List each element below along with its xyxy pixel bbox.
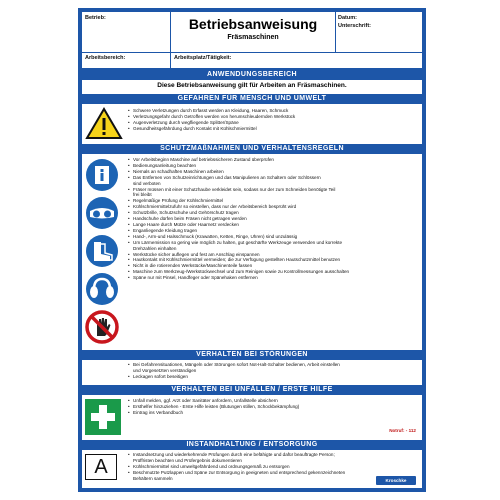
list-item: • Nicht in die rotierenden Werkstücke/Maschinenteile fassen [128, 263, 418, 269]
unfaelle-list [128, 398, 418, 416]
section-bar-instandhaltung: INSTANDHALTUNG / ENTSORGUNG [82, 440, 422, 450]
safety-boots-mandatory-icon [85, 234, 119, 268]
schutz-list [128, 157, 418, 281]
list-item-continuation: frei bleibt [133, 192, 152, 198]
list-item: • Vor Arbeitsbeginn Maschine auf betriebssicheren Zustand überprüfen [128, 157, 418, 163]
section-bar-stoerungen: VERHALTEN BEI STÖRUNGEN [82, 350, 422, 360]
no-gloves-prohibition-icon [85, 310, 119, 344]
list-item: • Instandsetzung und wiederkehrende Prüfungen durch eine befähigte und dafür beauftragte Person; [128, 452, 418, 458]
ear-protection-mandatory-icon [85, 272, 119, 306]
sheet-inner [82, 12, 422, 488]
book-mandatory-icon [85, 158, 119, 192]
list-item: • Um Lärmemission so gering wie möglich zu halten, gut geschärfte Werkzeuge verwenden und korrekte [128, 240, 418, 246]
list-item: • Ersthelfer hinzuziehen - Erste Hilfe leisten (Blutungen stillen, Schockbekämpfung) [128, 404, 418, 410]
header-divider [82, 52, 422, 53]
list-item: • Das Entfernen von Schutzeinrichtungen und das Manipulieren an Schaltern oder Schlössern [128, 175, 418, 181]
list-item: • Kühlschmiermittel sind umweltgefährdend und ordnungsgemäß zu entsorgen [128, 464, 418, 470]
blue-frame [78, 8, 426, 492]
notruf-number: Notruf: - 112 [389, 428, 416, 433]
list-item-continuation: Prüffristen beachten und Prüfergebnis dokumentieren [133, 457, 242, 463]
list-item: • Lange Haare durch Mütze oder Haarnetz verdecken [128, 222, 418, 228]
waste-category-a-icon: A [85, 454, 117, 480]
arbeitsbereich-label: Arbeitsbereich: [85, 55, 126, 61]
datum-label: Datum: [338, 15, 357, 21]
section-schutzmassnahmen [82, 156, 422, 348]
section-bar-unfaelle: VERHALTEN BEI UNFÄLLEN / ERSTE HILFE [82, 385, 422, 395]
list-item: • Späne nur mit Pinsel, Handfeger oder Spänehaken entfernen [128, 275, 418, 281]
section-gefahren [82, 106, 422, 140]
scope-text: Diese Betriebsanweisung gilt für Arbeiten an Fräsmaschinen. [157, 82, 347, 89]
title-box [170, 12, 336, 53]
kroschke-logo: Kroschke [376, 476, 416, 485]
list-item-continuation: und Vorgesetzten verständigen [133, 367, 197, 373]
goggles-mandatory-icon [85, 196, 119, 230]
list-item: • Werkstücke sicher auflegen und fest am Anschlag einspannen [128, 252, 418, 258]
arbeitsplatz-label: Arbeitsplatz/Tätigkeit: [174, 55, 232, 61]
list-item: • Bei Gefahrensituationen, Mängeln oder Störungen sofort Not-Halt-Schalter bedienen, Arbeit einstellen [128, 362, 418, 368]
list-item: • Verletzungsgefahr durch Getroffen werden von herumschleudernden Werkstück [128, 114, 418, 120]
section-bar-anwendungsbereich: ANWENDUNGSBEREICH [82, 70, 422, 80]
unterschrift-label: Unterschrift: [338, 23, 372, 29]
list-item: • Leckagen sofort beseitigen [128, 374, 418, 380]
section-stoerungen [82, 362, 422, 382]
betrieb-label: Betrieb: [85, 15, 106, 21]
list-item: • Bedienungsanleitung beachten [128, 163, 418, 169]
list-item: • Augenverletzung durch wegfliegende Splitter/Späne [128, 120, 418, 126]
section-bar-schutzmassnahmen: SCHUTZMAßNAHMEN UND VERHALTENSREGELN [82, 144, 422, 154]
list-item: • Regelmäßige Prüfung der Kühlschmiermittel [128, 198, 418, 204]
list-item: • Niemals an schadhaften Maschinen arbeiten [128, 169, 418, 175]
list-item: • Schutzbrille, Schutzschuhe und Gehörschutz tragen [128, 210, 418, 216]
list-item-continuation: sind verboten [133, 180, 161, 186]
list-item: • Handschuhe dürfen beim Fräsen nicht getragen werden [128, 216, 418, 222]
list-item: • Kühlschmiermittelzufuhr so einstellen, dass nur der Arbeitsbereich besprüht wird [128, 204, 418, 210]
list-item: • Maschine zum Werkzeug-/Werkstückwechsel und zum Reinigen sowie zu Kontrollmessungen ausschalten [128, 269, 418, 275]
stoerungen-list [128, 362, 418, 380]
section-bar-gefahren: GEFAHREN FÜR MENSCH UND UMWELT [82, 94, 422, 104]
header-divider-vertical [170, 52, 171, 68]
list-item: • Unfall melden, ggf. Arzt oder Sanitäter anfordern, Unfallstelle absichern [128, 398, 418, 404]
list-item: • Fräser müssen mit einer Schutzhaube verkleidet sein, sodass nur der zum Schneiden benötigte Teil [128, 187, 418, 193]
section-unfaelle [82, 397, 422, 437]
page-title: Betriebsanweisung [188, 16, 318, 32]
gefahren-list [128, 108, 418, 132]
list-item: • Hand-, Arm-und Halsschmuck (Krawatten, Ketten, Ringe, Uhren) sind unzulässig [128, 234, 418, 240]
list-item: • Enganliegende Kleidung tragen [128, 228, 418, 234]
list-item-continuation: Drehzahlen einhalten [133, 245, 177, 251]
warning-triangle-icon [85, 107, 123, 140]
list-item: • Schwere Verletzungen durch Erfasst werden an Kleidung, Haaren, Schmuck [128, 108, 418, 114]
instandhaltung-list [128, 452, 418, 482]
list-item: • Hautkontakt mit Kühlschmiermittel vermeiden; die zur Verfügung gestellten Hautschutzmittel benutzen [128, 257, 418, 263]
section-instandhaltung [82, 452, 422, 488]
list-item: • Gesundheitsgefährdung durch Kontakt mit Kühlschmiermittel [128, 126, 418, 132]
header [82, 12, 422, 70]
list-item-continuation: Behältern sammeln [133, 475, 173, 481]
first-aid-icon [85, 399, 121, 435]
list-item: • Eintrag ins Verbandbuch [128, 410, 418, 416]
page-subtitle: Fräsmaschinen [227, 34, 279, 41]
list-item: • Beschmutzte Putzlappen und Späne zur Entsorgung in geeigneten und entsprechend gekennzeichneten [128, 470, 418, 476]
